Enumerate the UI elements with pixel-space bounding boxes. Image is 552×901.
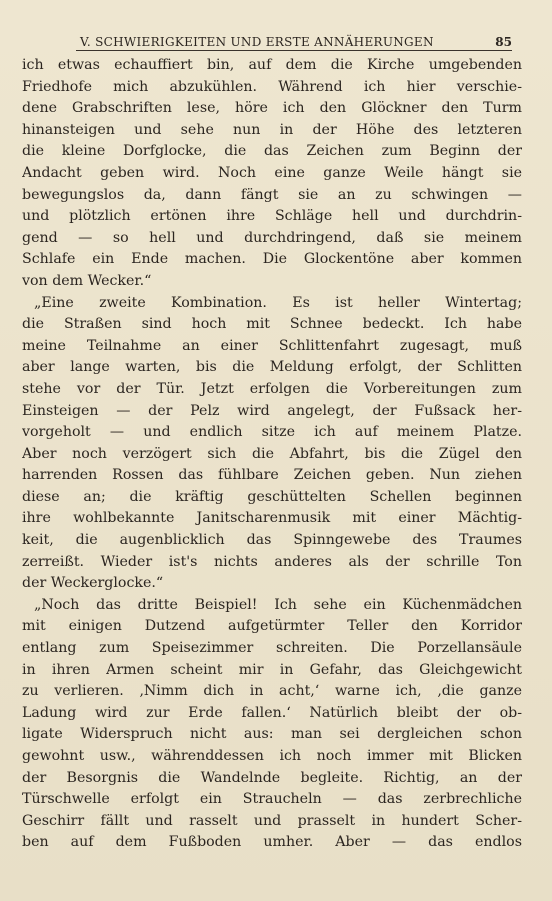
text-line: von dem Wecker.“ [22, 272, 152, 289]
text-line: und plötzlich ertönen ihre Schläge hell und durchdrin- [22, 208, 522, 225]
text-line: gewohnt usw., währenddessen ich noch immer mit Blicken [22, 748, 522, 764]
text-line: Einsteigen — der Pelz wird angelegt, der Fußsack her- [22, 402, 522, 419]
text-line: diese an; die kräftig geschüttelten Schellen beginnen [22, 488, 522, 505]
text-line: harrenden Rossen das fühlbare Zeichen geben. Nun ziehen [22, 467, 522, 484]
text-line: ligate Widerspruch nicht aus: man sei dergleichen schon [22, 726, 522, 743]
text-line: keit, die augenblicklich das Spinngewebe des Traumes [22, 532, 522, 549]
text-line: Andacht geben wird. Noch eine ganze Weile hängt sie [22, 164, 522, 181]
text-line: ben auf dem Fußboden umher. Aber — das endlos [22, 834, 522, 851]
page-number: 85 [495, 35, 512, 49]
text-line: der Weckerglocke.“ [22, 575, 164, 592]
text-line: mit einigen Dutzend aufgetürmter Teller den Korridor [22, 618, 522, 635]
text-line: hinansteigen und sehe nun in der Höhe des letzteren [22, 121, 522, 138]
text-line: Friedhofe mich abzukühlen. Während ich hier verschie- [22, 78, 522, 95]
text-line: die kleine Dorfglocke, die das Zeichen zum Beginn der [22, 143, 522, 160]
text-line: die Straßen sind hoch mit Schnee bedeckt. Ich habe [22, 316, 522, 333]
text-line: vorgeholt — und endlich sitze ich auf meinem Platze. [22, 424, 522, 441]
text-line: Ladung wird zur Erde fallen.‘ Natürlich bleibt der ob- [22, 704, 522, 721]
text-line: gend — so hell und durchdringend, daß sie meinem [22, 229, 522, 246]
text-line: stehe vor der Tür. Jetzt erfolgen die Vorbereitungen zum [22, 380, 522, 397]
text-line: zu verlieren. ‚Nimm dich in acht,‘ warne ich, ‚die ganze [22, 683, 522, 700]
text-line: entlang zum Speisezimmer schreiten. Die Porzellansäule [22, 640, 522, 657]
text-line: ihre wohlbekannte Janitscharenmusik mit einer Mächtig- [22, 510, 522, 527]
text-line: zerreißt. Wieder ist's nichts anderes als der schrille Ton [22, 553, 522, 570]
running-title: V. SCHWIERIGKEITEN UND ERSTE ANNÄHERUNGEN [80, 35, 434, 49]
text-line: meine Teilnahme an einer Schlittenfahrt zugesagt, muß [22, 337, 522, 354]
text-line: „Eine zweite Kombination. Es ist heller Wintertag; [34, 294, 522, 311]
text-line: Schlafe ein Ende machen. Die Glockentöne aber kommen [22, 251, 522, 268]
text-line: Türschwelle erfolgt ein Straucheln — das zerbrechliche [22, 791, 522, 808]
text-line: „Noch das dritte Beispiel! Ich sehe ein Küchenmädchen [34, 596, 522, 613]
text-line: Geschirr fällt und rasselt und prasselt in hundert Scher- [22, 812, 522, 829]
text-line: dene Grabschriften lese, höre ich den Glöckner den Turm [22, 100, 522, 117]
running-header [76, 30, 512, 51]
text-line: in ihren Armen scheint mir in Gefahr, das Gleichgewicht [22, 661, 522, 678]
text-line: ich etwas echauffiert bin, auf dem die Kirche umgebenden [22, 57, 522, 73]
text-line: bewegungslos da, dann fängt sie an zu schwingen — [22, 186, 522, 203]
text-line: aber lange warten, bis die Meldung erfolgt, der Schlitten [22, 359, 522, 376]
body-text [22, 55, 522, 854]
text-line: Aber noch verzögert sich die Abfahrt, bis die Zügel den [22, 445, 522, 462]
text-line: der Besorgnis die Wandelnde begleite. Richtig, an der [22, 769, 522, 786]
